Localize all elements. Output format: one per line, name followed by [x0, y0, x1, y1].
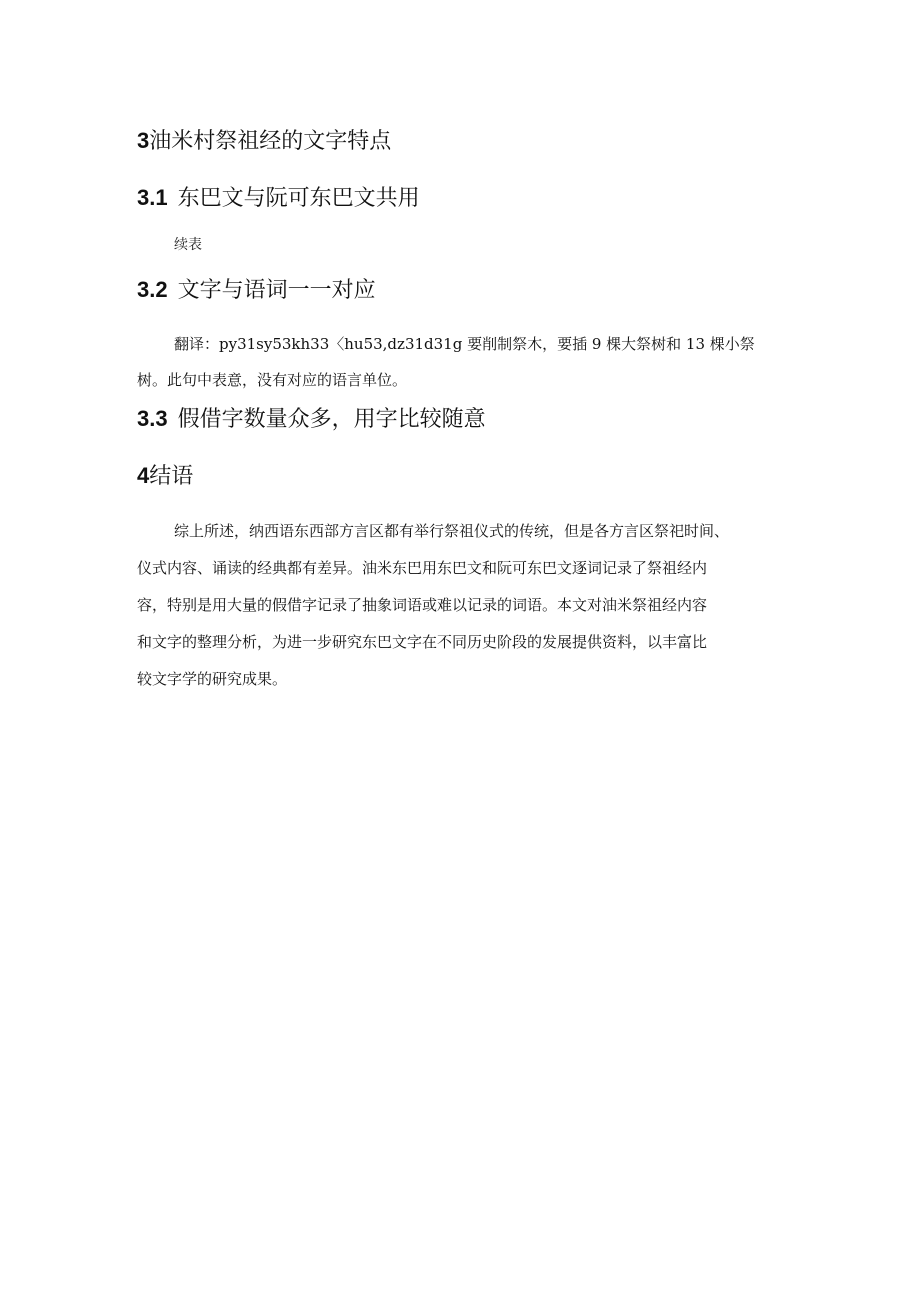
heading-section-3	[137, 127, 391, 156]
paragraph-line: 翻译：py31sy53kh33〈hu53,dz31d31g 要削制祭木，要插 9 棵大祭树和 13 棵小祭	[174, 335, 755, 353]
heading-number: 3.1	[137, 185, 168, 210]
heading-section-3-1	[137, 184, 420, 213]
paragraph-line: 容，特别是用大量的假借字记录了抽象词语或难以记录的词语。本文对油米祭祖经内容	[137, 596, 708, 614]
heading-title: 油米村祭祖经的文字特点	[149, 129, 392, 154]
conclusion-paragraph	[137, 513, 787, 698]
heading-section-4	[137, 462, 193, 491]
translation-paragraph	[137, 326, 787, 398]
heading-number: 3.2	[137, 277, 168, 302]
heading-title: 假借字数量众多，用字比较随意	[177, 407, 486, 432]
heading-number: 4	[137, 463, 150, 488]
heading-section-3-2	[137, 276, 376, 305]
heading-number: 3.3	[137, 406, 168, 431]
heading-title: 文字与语词一一对应	[177, 278, 376, 303]
heading-title: 东巴文与阮可东巴文共用	[177, 186, 420, 211]
paragraph-line: 仪式内容、诵读的经典都有差异。油米东巴用东巴文和阮可东巴文逐词记录了祭祖经内	[137, 559, 708, 577]
table-continued-note: 续表	[174, 237, 202, 253]
paragraph-line: 和文字的整理分析，为进一步研究东巴文字在不同历史阶段的发展提供资料，以丰富比	[137, 633, 708, 651]
paragraph-line: 树。此句中表意，没有对应的语言单位。	[137, 371, 408, 389]
heading-section-3-3	[137, 405, 486, 434]
paragraph-line: 较文字学的研究成果。	[137, 670, 288, 688]
heading-number: 3	[137, 128, 150, 153]
paragraph-line: 综上所述，纳西语东西部方言区都有举行祭祖仪式的传统，但是各方言区祭祀时间、	[174, 522, 730, 540]
heading-title: 结语	[149, 464, 194, 489]
